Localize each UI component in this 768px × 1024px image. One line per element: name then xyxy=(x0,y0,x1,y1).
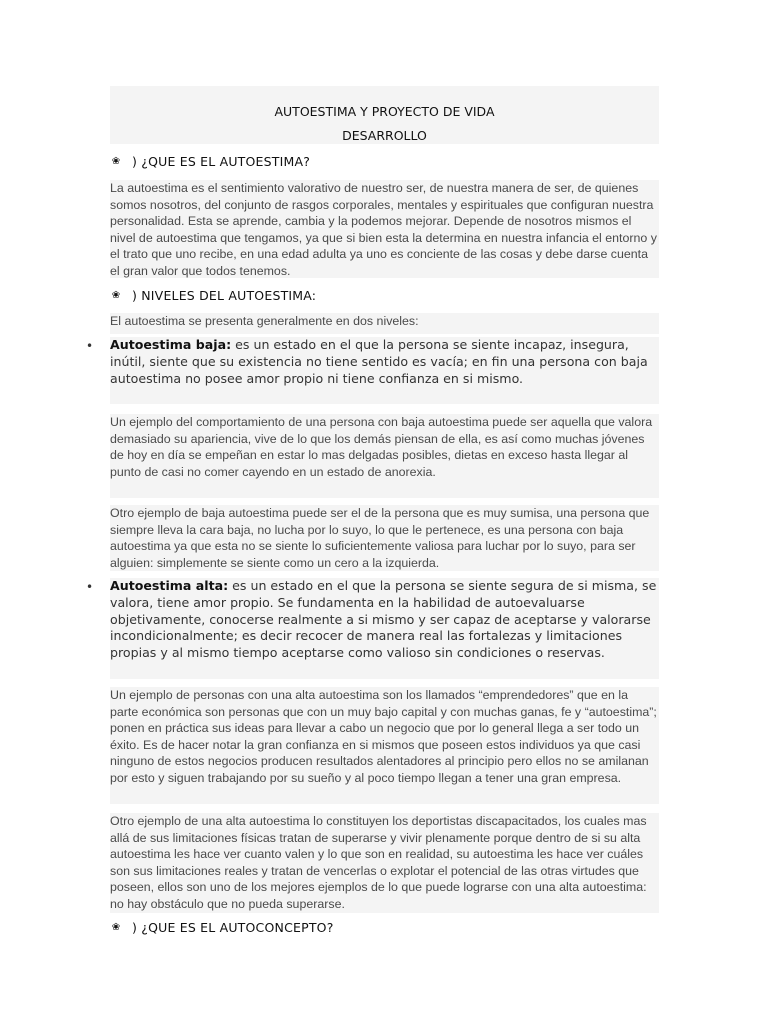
paragraph-ejemplo-baja-1: Un ejemplo del comportamiento de una persona con baja autoestima puede ser aquella que valora demasiado su apariencia, vive de lo que los demás piensan de ella, es así como muchas jóvenes de hoy en día se empeñan en estar lo mas delgadas posibles, dietas en exceso hasta llegar al punto de casi no comer cayendo en un estado de anorexia. xyxy=(110,414,659,498)
paragraph-niveles-intro: El autoestima se presenta generalmente en dos niveles: xyxy=(110,313,659,334)
check-flower-icon: ❀ xyxy=(111,156,121,167)
list-item-autoestima-alta xyxy=(110,578,659,679)
term-autoestima-alta: Autoestima alta: xyxy=(110,578,229,593)
section-heading-niveles xyxy=(110,288,316,303)
paragraph-ejemplo-alta-2: Otro ejemplo de una alta autoestima lo constituyen los deportistas discapacitados, los cuales mas allá de sus limitaciones físicas tratan de superarse y vivir plenamente porque dentro de si su alta autoestima les hace ver cuanto valen y lo que son en realidad, su autoestima les hace ver cuáles son sus limitaciones reales y tratan de vencerlas o explotar el potencial de las otras virtudes que poseen, ellos son uno de los mejores ejemplos de lo que puede lograrse con una alta autoestima: no hay obstáculo que no pueda superarse. xyxy=(110,813,659,913)
check-flower-icon: ❀ xyxy=(111,290,121,301)
paragraph-ejemplo-alta-1: Un ejemplo de personas con una alta autoestima son los llamados “emprendedores” que en la parte económica son personas que con un muy bajo capital y con muchas ganas, fe y “autoestima”; ponen en práctica sus ideas para llevar a cabo un negocio que por lo general llega a ser todo un éxito. Es de hacer notar la gran confianza en si mismos que poseen estos individuos ya que casi ninguno de estos negocios producen resultados alentadores al principio pero ellos no se amilanan por esto y siguen trabajando por su sueño y al poco tiempo llegan a tener una gran empresa. xyxy=(110,687,659,804)
heading-text: ) NIVELES DEL AUTOESTIMA: xyxy=(132,288,317,303)
check-flower-icon: ❀ xyxy=(111,922,121,933)
list-item-autoestima-baja xyxy=(110,337,659,404)
heading-text: ) ¿QUE ES EL AUTOCONCEPTO? xyxy=(132,920,334,935)
paragraph-ejemplo-baja-2: Otro ejemplo de baja autoestima puede ser el de la persona que es muy sumisa, una persona que siempre lleva la cara baja, no lucha por lo suyo, lo que le pertenece, es una persona con baja autoestima ya que esta no se siente lo suficientemente valiosa para luchar por lo suyo, para ser alguien: simplemente se siente como un cero a la izquierda. xyxy=(110,505,659,571)
section-heading-autoestima xyxy=(110,154,310,169)
title-block xyxy=(110,86,659,144)
bullet-dot-icon: • xyxy=(86,580,94,594)
term-autoestima-baja: Autoestima baja: xyxy=(110,337,232,352)
document-subtitle: DESARROLLO xyxy=(342,128,427,143)
bullet-dot-icon: • xyxy=(86,339,94,353)
section-heading-autoconcepto xyxy=(110,920,334,935)
definition-autoestima-baja: es un estado en el que la persona se siente incapaz, insegura, inútil, siente que su existencia no tiene sentido es vacía; en fin una persona con baja autoestima no posee amor propio ni tiene confianza en si mismo. xyxy=(110,337,648,386)
document-title: AUTOESTIMA Y PROYECTO DE VIDA xyxy=(274,104,495,119)
definition-autoestima-alta: es un estado en el que la persona se siente segura de si misma, se valora, tiene amor propio. Se fundamenta en la habilidad de autoevaluarse objetivamente, conocerse realmente a si mismo y ser capaz de aceptarse y valorarse incondicionalmente; es decir recocer de manera real las fortalezas y limitaciones propias y al mismo tiempo aceptarse como valioso sin condiciones o reservas. xyxy=(110,578,657,661)
heading-text: ) ¿QUE ES EL AUTOESTIMA? xyxy=(132,154,311,169)
paragraph-definition: La autoestima es el sentimiento valorativo de nuestro ser, de nuestra manera de ser, de quienes somos nosotros, del conjunto de rasgos corporales, mentales y espirituales que configuran nuestra personalidad. Esta se aprende, cambia y la podemos mejorar. Depende de nosotros mismos el nivel de autoestima que tengamos, ya que si bien esta la determina en nuestra infancia el entorno y el trato que uno recibe, en una edad adulta ya uno es conciente de las cosas y debe darse cuenta el gran valor que todos tenemos. xyxy=(110,180,659,278)
